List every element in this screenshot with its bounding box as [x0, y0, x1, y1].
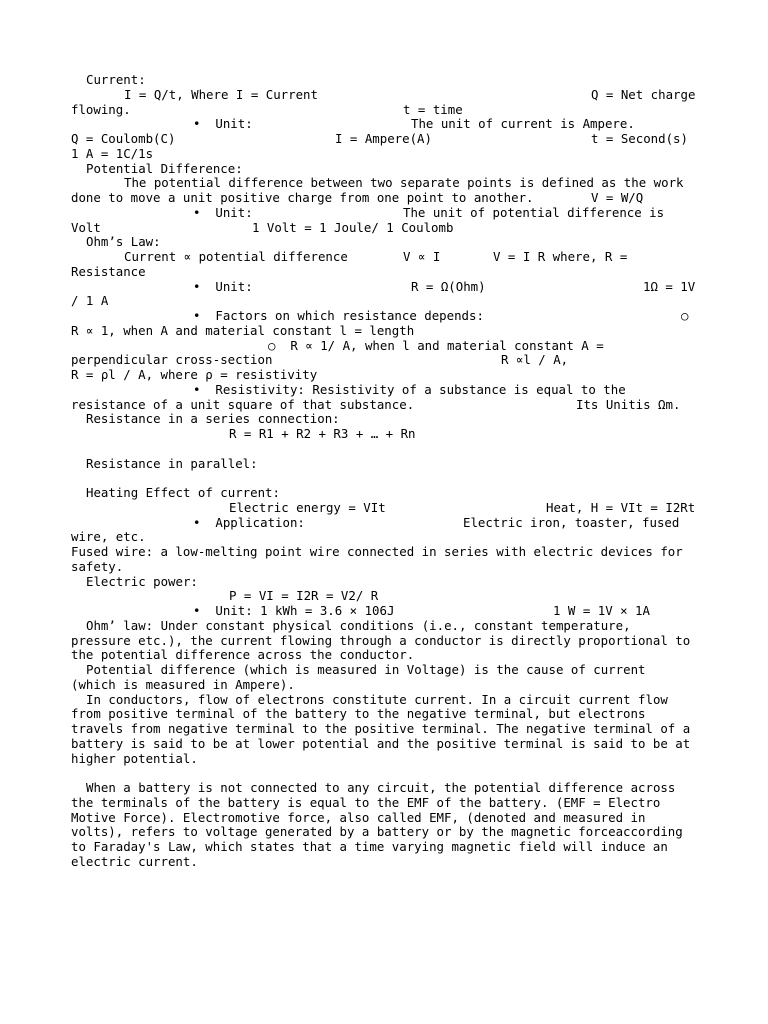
text-segment: Q = Coulomb(C): [71, 131, 176, 146]
text-line: [0, 470, 768, 485]
text-line: [0, 574, 768, 589]
text-segment: In conductors, flow of electrons constitute current. In a circuit current flow: [86, 691, 668, 707]
text-segment: The potential difference between two separate points is defined as the work: [124, 175, 684, 191]
text-segment: safety.: [71, 558, 124, 574]
text-segment: higher potential.: [71, 750, 198, 766]
text-segment: When a battery is not connected to any circuit, the potential difference across: [86, 780, 676, 795]
text-line: [0, 824, 768, 839]
text-line: [0, 131, 768, 146]
text-line: [0, 264, 768, 279]
text-segment: The unit of potential difference is: [403, 204, 665, 220]
text-line: [0, 736, 768, 751]
text-segment: electric current.: [71, 853, 198, 869]
text-line: [0, 234, 768, 249]
text-segment: Potential Difference:: [86, 160, 243, 176]
text-line: [0, 839, 768, 854]
text-segment: 1 Volt = 1 Joule/ 1 Coulomb: [252, 219, 454, 235]
text-line: [0, 382, 768, 397]
text-segment: Ohm’ law: Under constant physical conditions (i.e., constant temperature,: [86, 617, 631, 633]
text-segment: P = VI = I2R = V2/ R: [229, 588, 379, 604]
text-segment: R = Ω(Ohm): [411, 278, 486, 294]
text-line: [0, 485, 768, 500]
text-segment: Current ∝ potential difference: [124, 249, 348, 264]
text-segment: Electric power:: [86, 573, 198, 589]
text-segment: Current:: [86, 72, 146, 87]
text-line: [0, 515, 768, 530]
text-segment: done to move a unit positive charge from one point to another.: [71, 190, 534, 205]
text-segment: ○ R ∝ 1/ A, when l and material constant A =: [268, 337, 604, 353]
text-segment: • Resistivity: Resistivity of a substance is equal to the: [193, 381, 626, 397]
text-segment: flowing.: [71, 101, 131, 117]
text-segment: Fused wire: a low-melting point wire connected in series with electric devices for: [71, 544, 683, 559]
text-segment: / 1 A: [71, 293, 109, 309]
text-segment: from positive terminal of the battery to the negative terminal, but electrons: [71, 706, 646, 722]
text-line: [0, 367, 768, 382]
text-segment: Resistance: [71, 263, 146, 279]
text-segment: V = I R where, R =: [493, 249, 628, 264]
text-segment: pressure etc.), the current flowing through a conductor is directly proportional to: [71, 632, 691, 648]
text-segment: Q = Net charge: [591, 86, 696, 102]
text-segment: Resistance in a series connection:: [86, 411, 340, 427]
text-line: [0, 352, 768, 367]
text-line: [0, 795, 768, 810]
text-segment: • Unit:: [193, 116, 253, 132]
text-segment: 1 A = 1C/1s: [71, 145, 154, 161]
text-line: [0, 308, 768, 323]
text-line: [0, 647, 768, 662]
text-line: [0, 633, 768, 648]
text-line: [0, 411, 768, 426]
text-segment: Electric energy = VIt: [229, 499, 386, 515]
text-segment: R = R1 + R2 + R3 + … + Rn: [229, 426, 416, 441]
text-segment: Its Unitis Ωm.: [576, 396, 681, 412]
text-line: [0, 603, 768, 618]
text-line: [0, 544, 768, 559]
text-segment: V ∝ I: [403, 249, 441, 264]
text-segment: the potential difference across the conductor.: [71, 647, 415, 663]
text-line: [0, 529, 768, 544]
text-line: [0, 279, 768, 294]
text-line: [0, 323, 768, 338]
text-segment: (which is measured in Ampere).: [71, 676, 295, 692]
text-line: [0, 588, 768, 603]
text-line: [0, 706, 768, 721]
text-line: [0, 87, 768, 102]
text-line: [0, 662, 768, 677]
text-segment: battery is said to be at lower potential and the positive terminal is said to be at: [71, 735, 691, 751]
text-line: [0, 220, 768, 235]
text-segment: Ohm’s Law:: [86, 234, 161, 250]
text-segment: 1 W = 1V × 1A: [553, 603, 650, 618]
text-line: [0, 293, 768, 308]
text-line: [0, 780, 768, 795]
text-segment: • Unit:: [193, 204, 253, 220]
text-segment: Heat, H = VIt = I2Rt: [546, 499, 696, 515]
text-segment: V = W/Q: [591, 190, 644, 205]
text-segment: R = ρl / A, where ρ = resistivity: [71, 367, 318, 382]
text-segment: The unit of current is Ampere.: [411, 116, 635, 132]
text-segment: • Unit:: [193, 278, 253, 294]
text-line: [0, 810, 768, 825]
text-segment: • Factors on which resistance depends:: [193, 308, 484, 323]
text-line: [0, 102, 768, 117]
text-segment: wire, etc.: [71, 529, 146, 545]
text-line: [0, 116, 768, 131]
text-line: [0, 692, 768, 707]
text-line: [0, 338, 768, 353]
text-segment: I = Q/t, Where I = Current: [124, 86, 318, 102]
text-line: [0, 175, 768, 190]
text-segment: volts), refers to voltage generated by a battery or by the magnetic forceaccording: [71, 824, 683, 840]
text-segment: • Unit: 1 kWh = 3.6 × 106J: [193, 603, 395, 618]
text-segment: • Application:: [193, 514, 305, 530]
text-segment: Resistance in parallel:: [86, 455, 258, 471]
text-segment: Electric iron, toaster, fused: [463, 514, 680, 530]
text-line: [0, 765, 768, 780]
text-line: [0, 559, 768, 574]
text-line: [0, 751, 768, 766]
text-line: [0, 72, 768, 87]
text-segment: R ∝ 1, when A and material constant l = length: [71, 322, 415, 338]
text-line: [0, 456, 768, 471]
text-line: [0, 205, 768, 220]
text-segment: Heating Effect of current:: [86, 485, 280, 500]
text-segment: Motive Force). Electromotive force, also called EMF, (denoted and measured in: [71, 809, 646, 825]
text-line: [0, 397, 768, 412]
text-segment: t = time: [403, 101, 463, 117]
text-line: [0, 146, 768, 161]
text-segment: Potential difference (which is measured in Voltage) is the cause of current: [86, 662, 646, 677]
text-line: [0, 500, 768, 515]
text-line: [0, 249, 768, 264]
text-line: [0, 441, 768, 456]
text-line: [0, 721, 768, 736]
text-segment: 1Ω = 1V: [643, 278, 696, 294]
text-segment: I = Ampere(A): [335, 131, 432, 146]
text-segment: to Faraday's Law, which states that a time varying magnetic field will induce an: [71, 839, 668, 854]
text-segment: Volt: [71, 219, 101, 235]
text-segment: R ∝l / A,: [501, 352, 569, 368]
text-segment: ○: [681, 308, 689, 323]
text-line: [0, 426, 768, 441]
text-line: [0, 161, 768, 176]
text-segment: travels from negative terminal to the positive terminal. The negative terminal of a: [71, 721, 691, 736]
text-segment: perpendicular cross-section: [71, 352, 273, 368]
text-line: [0, 677, 768, 692]
text-segment: the terminals of the battery is equal to the EMF of the battery. (EMF = Electro: [71, 794, 661, 810]
text-segment: t = Second(s): [591, 131, 688, 146]
text-line: [0, 618, 768, 633]
text-line: [0, 190, 768, 205]
text-line: [0, 854, 768, 869]
text-segment: resistance of a unit square of that substance.: [71, 396, 415, 412]
